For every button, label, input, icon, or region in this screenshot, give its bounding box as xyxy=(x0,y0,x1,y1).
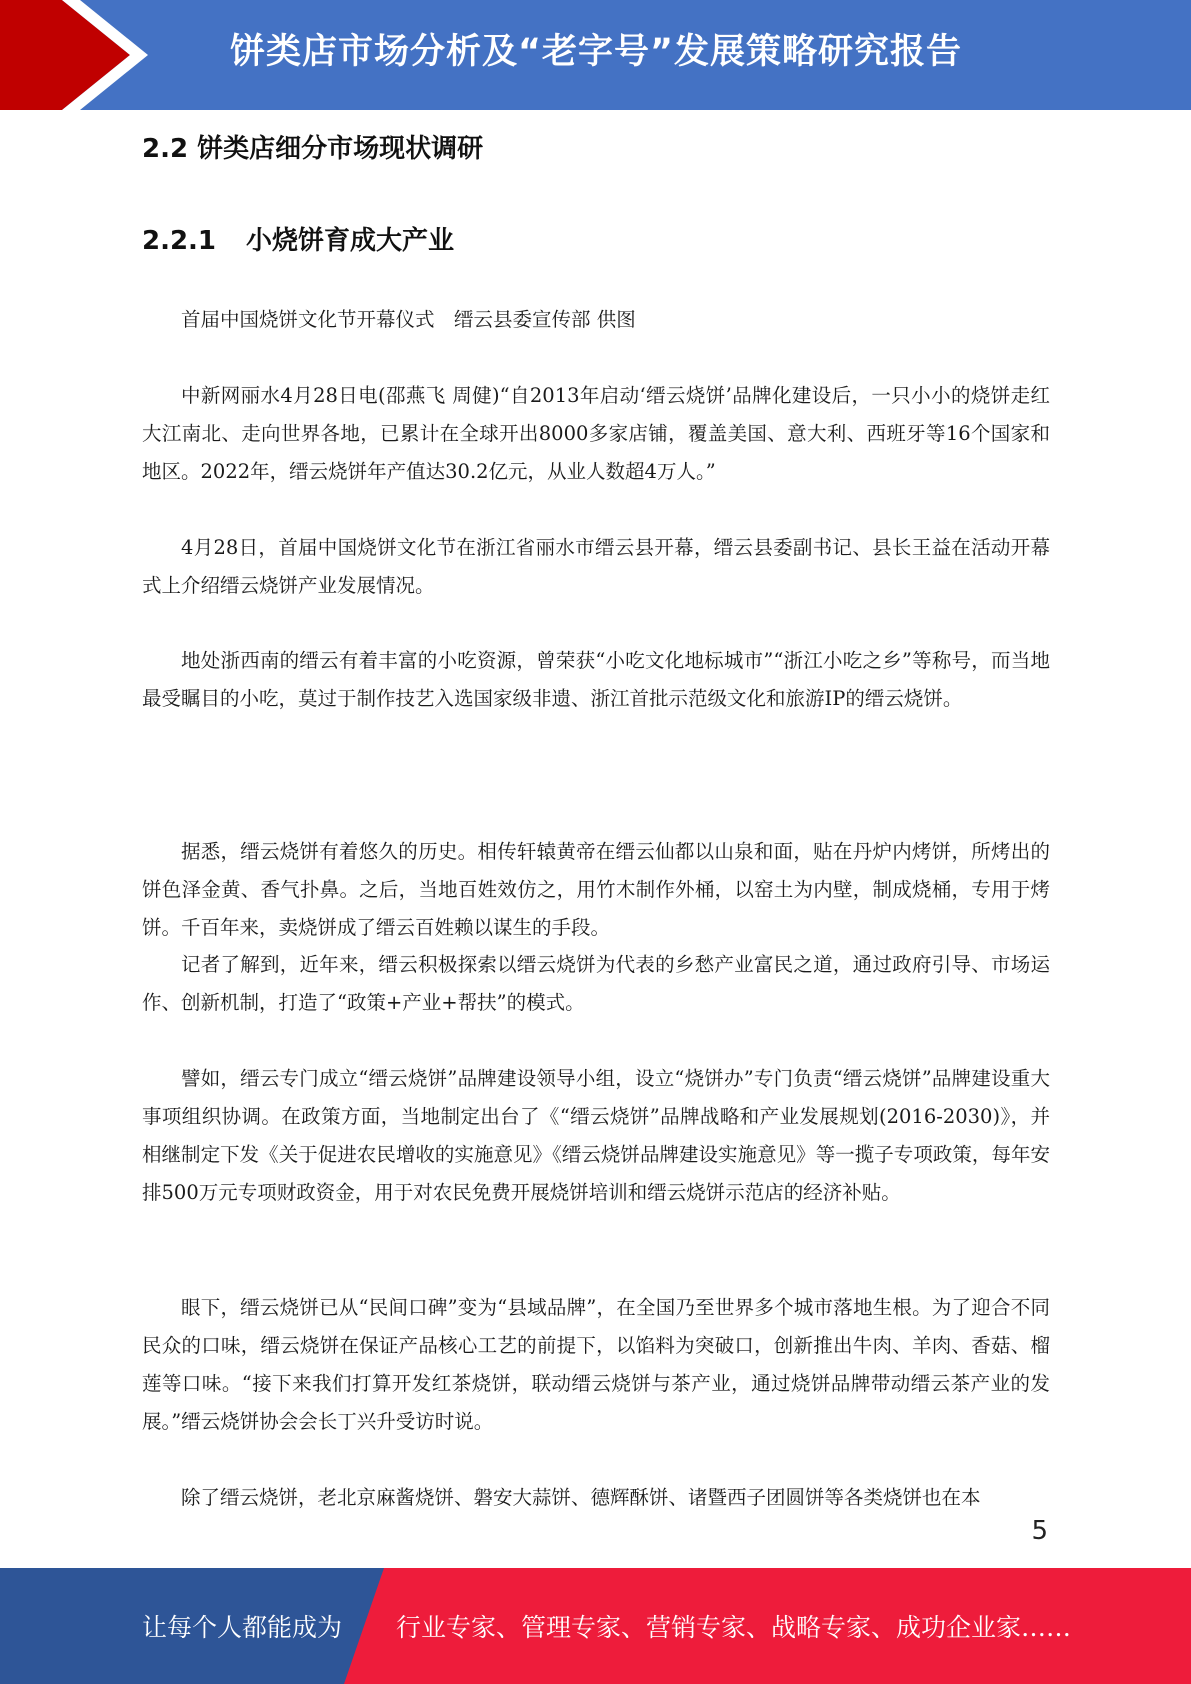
header-arrow-decoration xyxy=(0,0,160,110)
subsection-heading xyxy=(142,220,454,257)
section-heading: 2.2 饼类店细分市场现状调研 xyxy=(142,134,484,164)
paragraph: 据悉，缙云烧饼有着悠久的历史。相传轩辕黄帝在缙云仙都以山泉和面，贴在丹炉内烤饼，所烤出的饼色泽金黄、香气扑鼻。之后，当地百姓效仿之，用竹木制作外桶，以窑土为内壁，制成烧桶，专用于烤饼。千百年来，卖烧饼成了缙云百姓赖以谋生的手段。 xyxy=(142,840,1050,939)
footer-slogan-left: 让每个人都能成为 xyxy=(142,1613,343,1642)
report-title: 饼类店市场分析及“老字号”发展策略研究报告 xyxy=(230,32,963,72)
footer-slogan-right: 行业专家、管理专家、营销专家、战略专家、成功企业家…… xyxy=(396,1613,1072,1642)
paragraph: 中新网丽水4月28日电(邵燕飞 周健)“自2013年启动‘缙云烧饼’品牌化建设后，一只小小的烧饼走红大江南北、走向世界各地，已累计在全球开出8000多家店铺，覆盖美国、意大利、西班牙等16个国家和地区。2022年，缙云烧饼年产值达30.2亿元，从业人数超4万人。” xyxy=(142,384,1050,483)
page-footer xyxy=(0,1568,1191,1684)
paragraph: 眼下，缙云烧饼已从“民间口碑”变为“县域品牌”，在全国乃至世界多个城市落地生根。为了迎合不同民众的口味，缙云烧饼在保证产品核心工艺的前提下，以馅料为突破口，创新推出牛肉、羊肉、香菇、榴莲等口味。“接下来我们打算开发红茶烧饼，联动缙云烧饼与茶产业，通过烧饼品牌带动缙云茶产业的发展。”缙云烧饼协会会长丁兴升受访时说。 xyxy=(142,1296,1050,1433)
paragraph-caption: 首届中国烧饼文化节开幕仪式 缙云县委宣传部 供图 xyxy=(181,308,636,331)
paragraph: 4月28日，首届中国烧饼文化节在浙江省丽水市缙云县开幕，缙云县委副书记、县长王益在活动开幕式上介绍缙云烧饼产业发展情况。 xyxy=(142,536,1050,597)
paragraph: 地处浙西南的缙云有着丰富的小吃资源，曾荣获“小吃文化地标城市”“浙江小吃之乡”等称号，而当地最受瞩目的小吃，莫过于制作技艺入选国家级非遗、浙江首批示范级文化和旅游IP的缙云烧饼。 xyxy=(142,649,1050,710)
paragraph: 除了缙云烧饼，老北京麻酱烧饼、磐安大蒜饼、德辉酥饼、诸暨西子团圆饼等各类烧饼也在本 xyxy=(181,1486,981,1509)
subsection-title: 小烧饼育成大产业 xyxy=(246,226,455,256)
paragraph: 譬如，缙云专门成立“缙云烧饼”品牌建设领导小组，设立“烧饼办”专门负责“缙云烧饼”品牌建设重大事项组织协调。在政策方面，当地制定出台了《“缙云烧饼”品牌战略和产业发展规划(2016-2030)》，并相继制定下发《关于促进农民增收的实施意见》《缙云烧饼品牌建设实施意见》等一揽子专项政策，每年安排500万元专项财政资金，用于对农民免费开展烧饼培训和缙云烧饼示范店的经济补贴。 xyxy=(142,1067,1050,1204)
paragraph: 记者了解到，近年来，缙云积极探索以缙云烧饼为代表的乡愁产业富民之道，通过政府引导、市场运作、创新机制，打造了“政策+产业+帮扶”的模式。 xyxy=(142,953,1050,1014)
page-number: 5 xyxy=(1031,1516,1048,1546)
page-header xyxy=(0,0,1191,110)
subsection-number: 2.2.1 xyxy=(142,226,217,256)
